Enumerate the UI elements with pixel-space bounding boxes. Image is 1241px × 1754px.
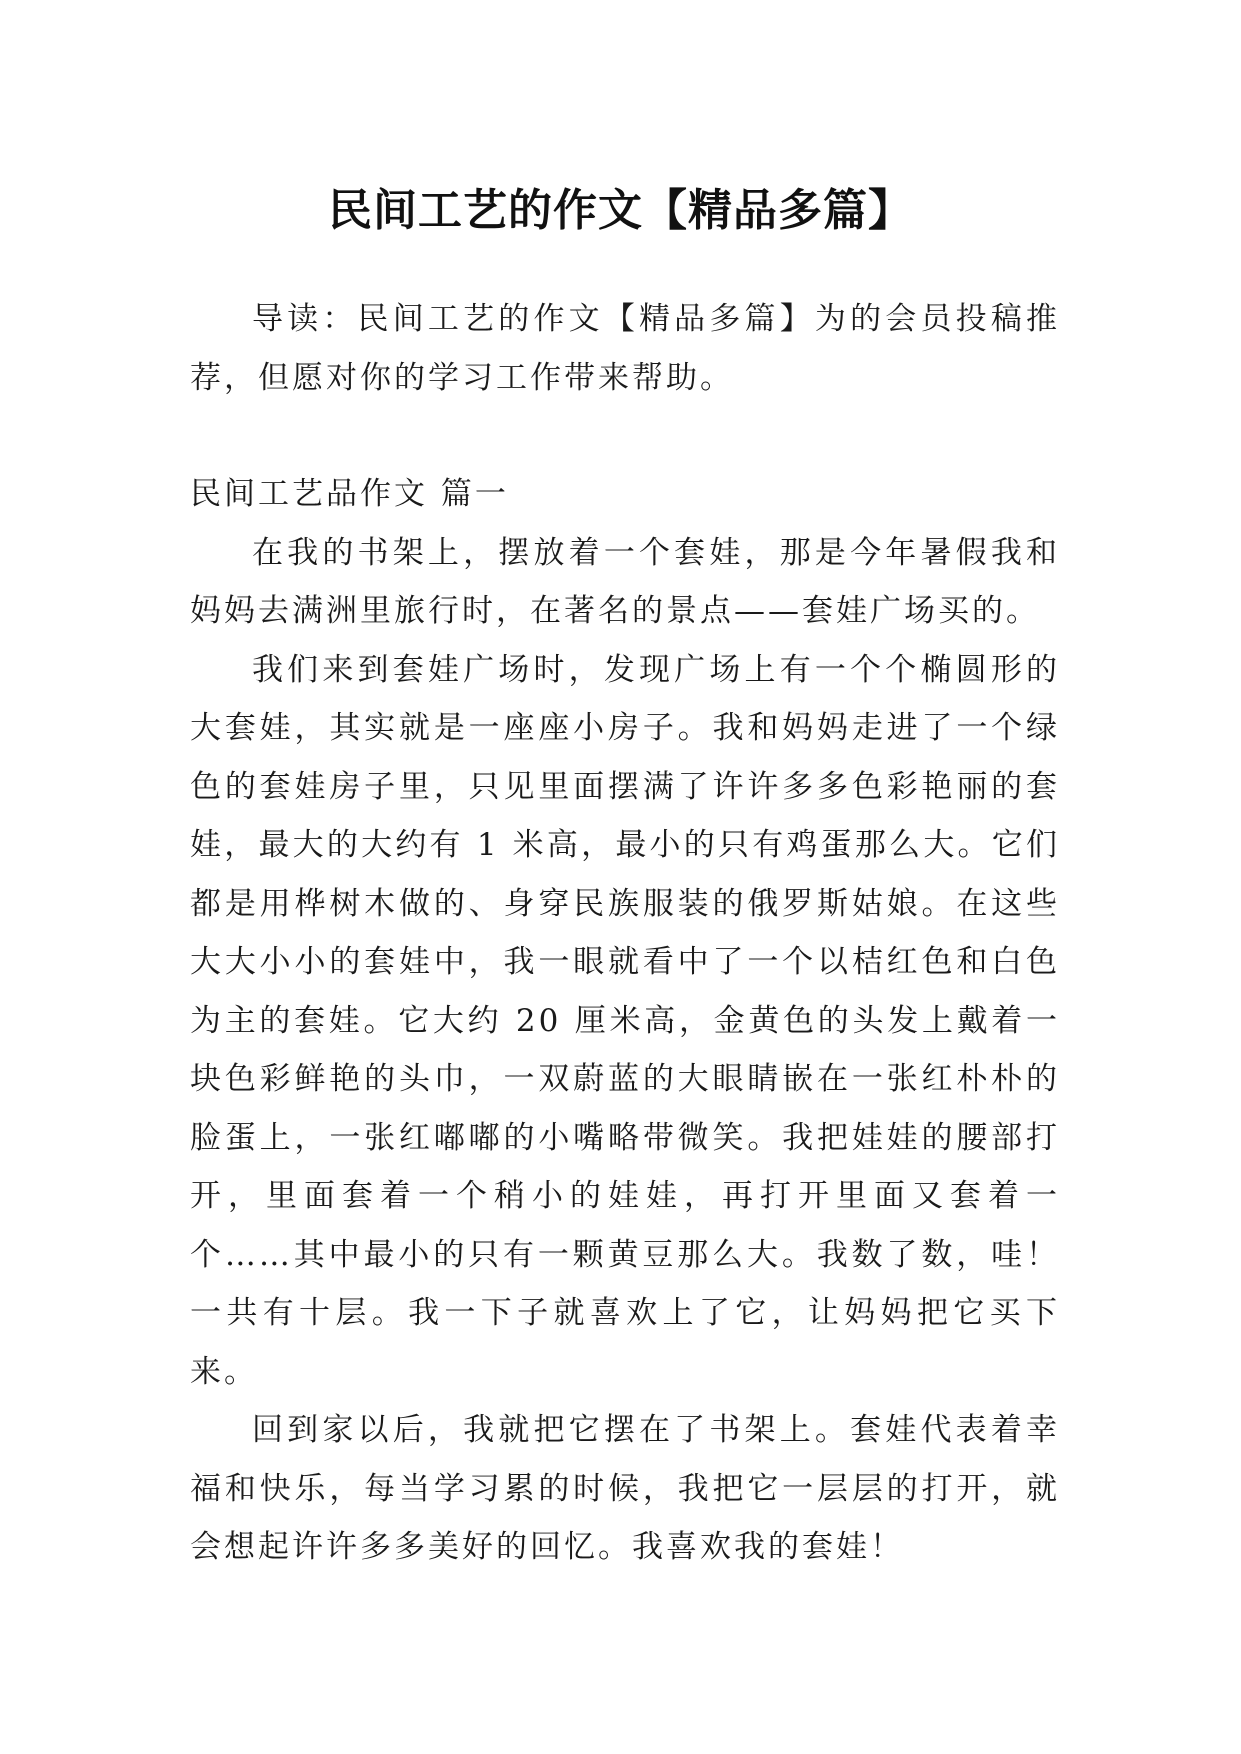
document-title: 民间工艺的作文【精品多篇】 bbox=[328, 185, 913, 237]
body-paragraph-1: 在我的书架上，摆放着一个套娃，那是今年暑假我和妈妈去满洲里旅行时，在著名的景点——套娃广场买的。 bbox=[190, 534, 1060, 629]
intro-paragraph: 导读：民间工艺的作文【精品多篇】为的会员投稿推荐，但愿对你的学习工作带来帮助。 bbox=[190, 301, 1060, 396]
body-paragraph-2: 我们来到套娃广场时，发现广场上有一个个椭圆形的大套娃，其实就是一座座小房子。我和妈妈走进了一个绿色的套娃房子里，只见里面摆满了许许多多色彩艳丽的套娃，最大的大约有 1 米高，最小的只有鸡蛋那么大。它们都是用桦树木做的、身穿民族服装的俄罗斯姑娘。在这些大大小小的套娃中，我一眼就看中了一个以桔红色和白色为主的套娃。它大约 20 厘米高，金黄色的头发上戴着一块色彩鲜艳的头巾，一双蔚蓝的大眼睛嵌在一张红朴朴的脸蛋上，一张红嘟嘟的小嘴略带微笑。我把娃娃的腰部打开，里面套着一个稍小的娃娃，再打开里面又套着一个……其中最小的只有一颗黄豆那么大。我数了数，哇！一共有十层。我一下子就喜欢上了它，让妈妈把它买下来。 bbox=[190, 651, 1060, 1390]
body-paragraph-3: 回到家以后，我就把它摆在了书架上。套娃代表着幸福和快乐，每当学习累的时候，我把它一层层的打开，就会想起许许多多美好的回忆。我喜欢我的套娃！ bbox=[190, 1412, 1060, 1565]
section-heading: 民间工艺品作文 篇一 bbox=[190, 476, 509, 512]
document-body bbox=[190, 290, 1060, 1577]
